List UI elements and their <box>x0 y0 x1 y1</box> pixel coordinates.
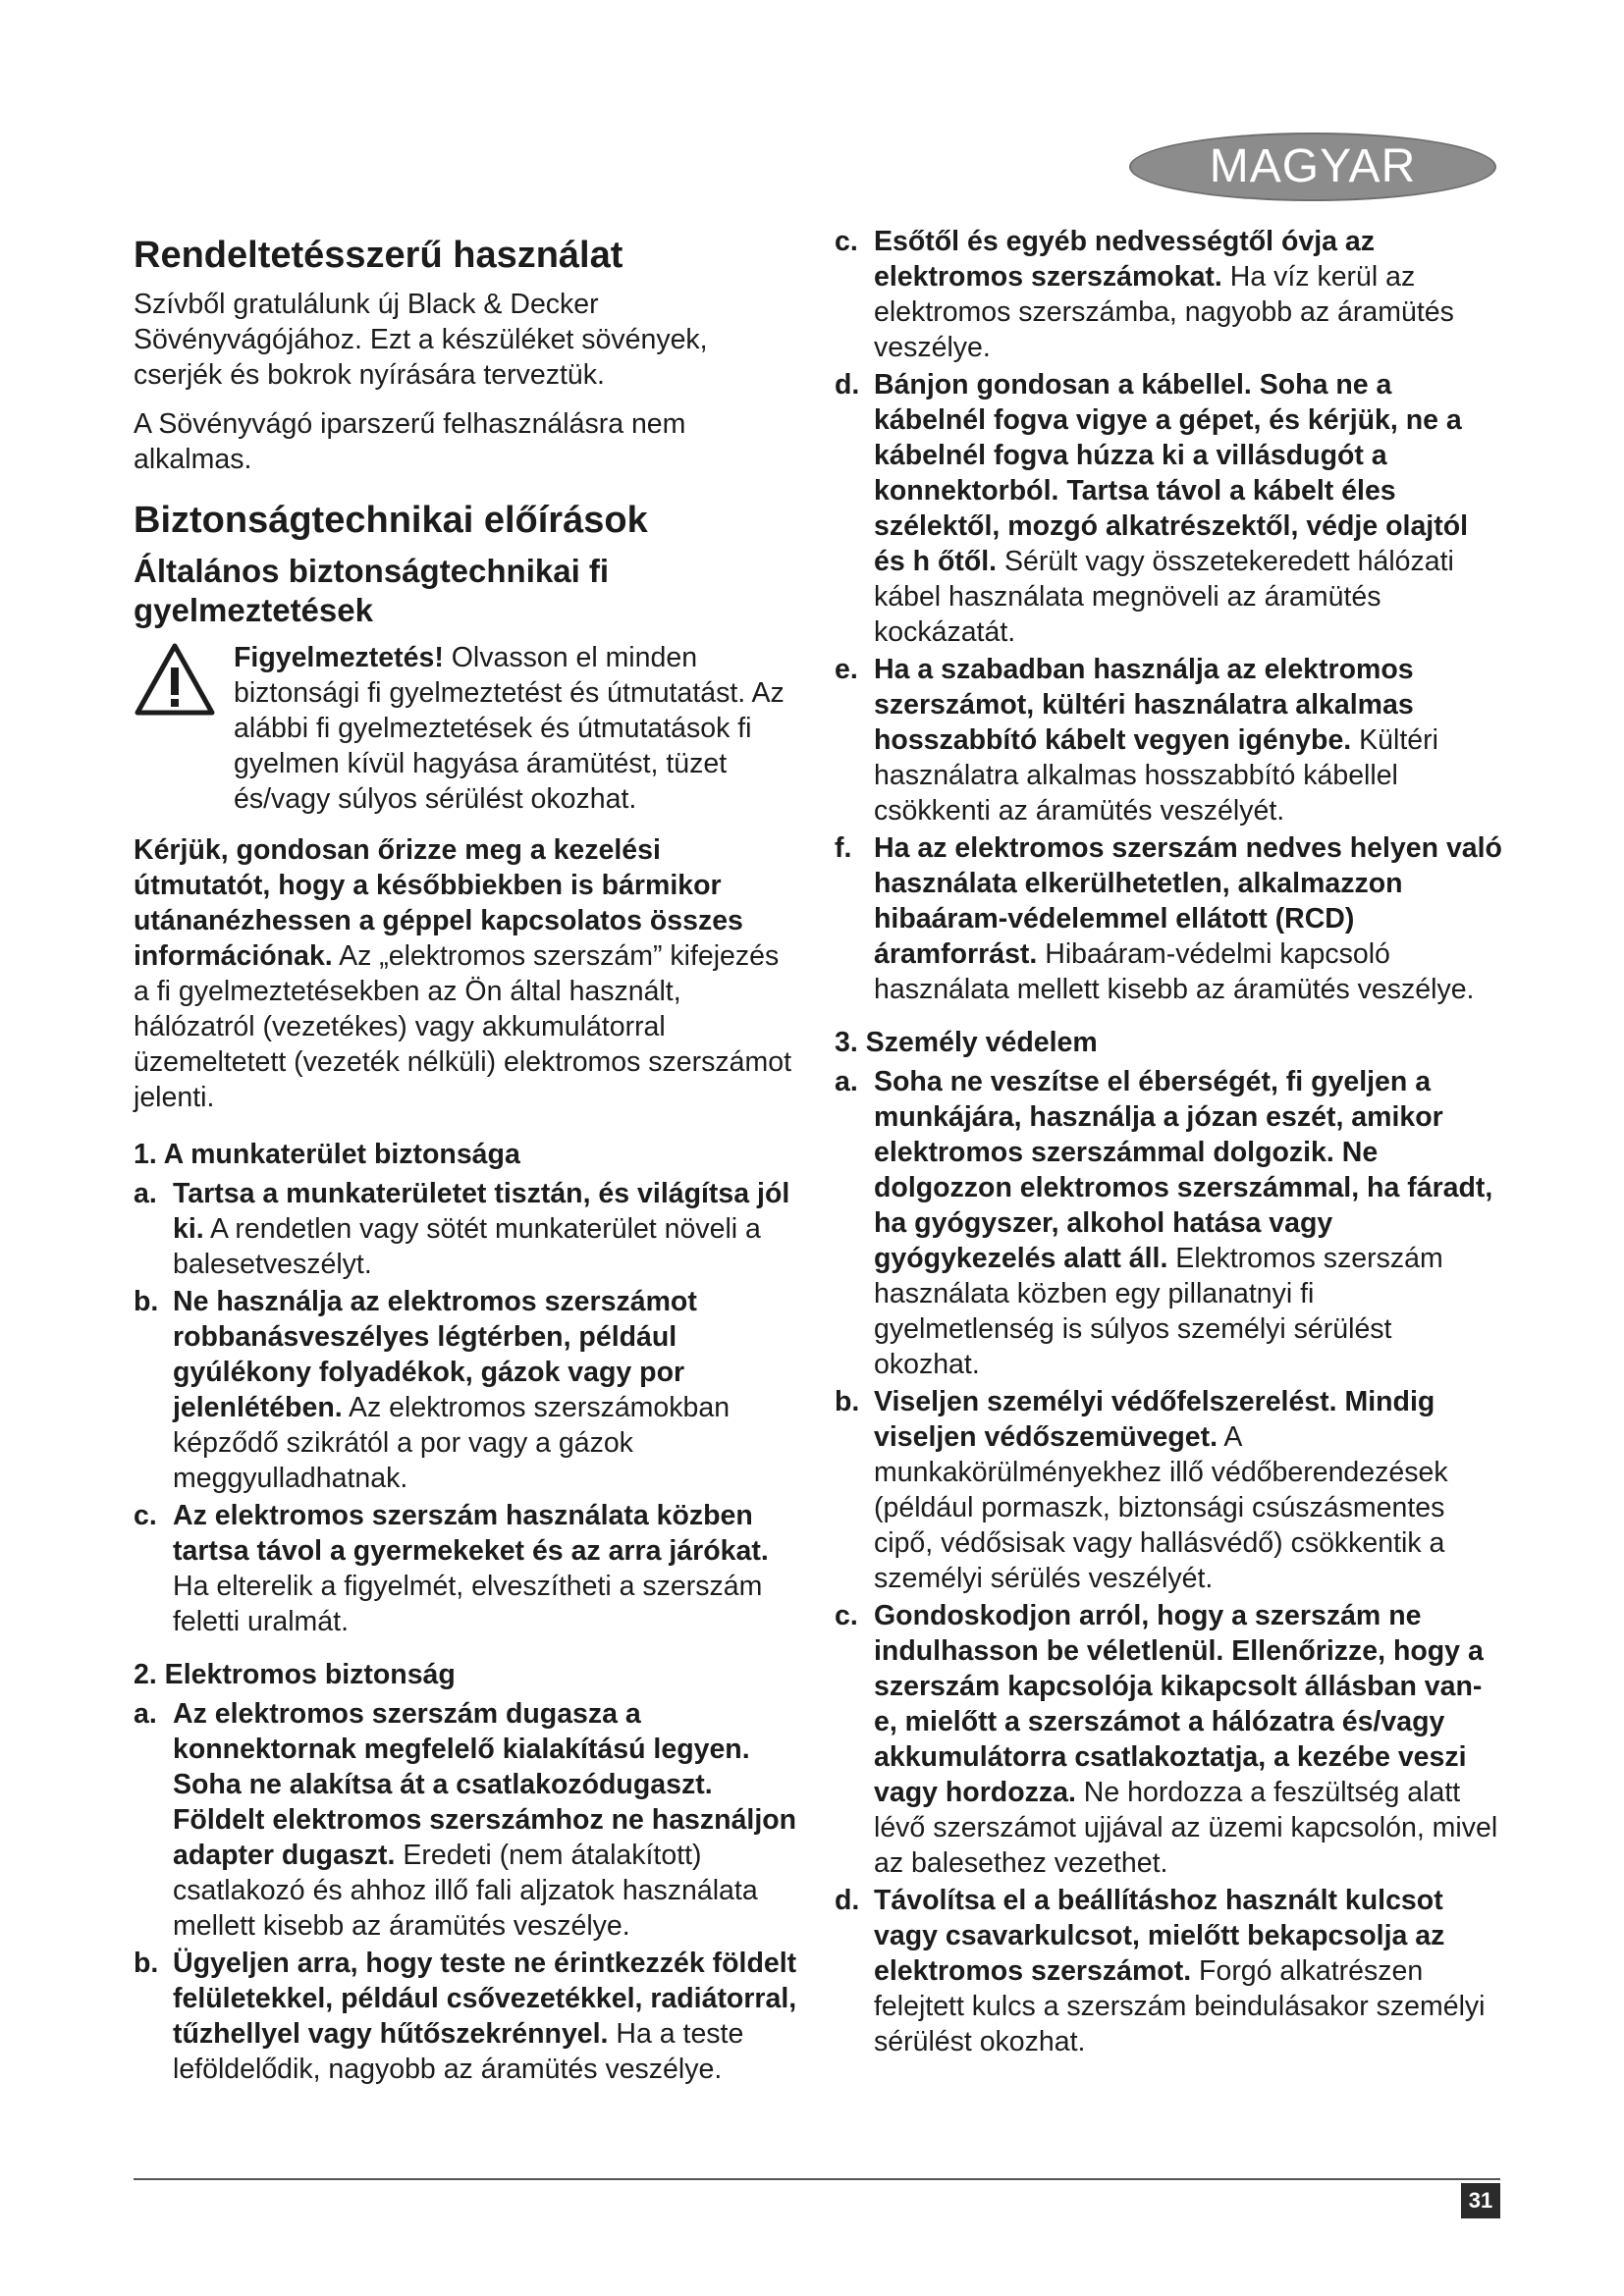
item-bold: Gondoskodjon arról, hogy a szerszám ne indulhasson be véletlenül. Ellenőrizze, hogy a szerszám kapcsolója kikapcsolt állásban van-e, mielőtt a szerszámot a hálózatra és/vagy akkumulátorra csatlakoztatja, a kezébe veszi vagy hordozza. <box>874 1600 1484 1808</box>
item-bold: Ügyeljen arra, hogy teste ne érintkezzék földelt felületekkel, például csővezetékkel, radiátorral, tűzhellyel vagy hűtőszekrénnyel. <box>173 1948 797 2050</box>
keep-manual-bold: Kérjük, gondosan őrizze meg a kezelési útmutatót, hogy a későbbiekben is bármikor utánanézhessen a géppel kapcsolatos összes információnak. <box>134 834 743 972</box>
section-2-item-d <box>835 367 1502 650</box>
item-bold: Az elektromos szerszám dugasza a konnektornak megfelelő kialakítású legyen. Soha ne alakítsa át a csatlakozódugaszt. Földelt elektromos szerszámhoz ne használjon adapter dugaszt. <box>173 1698 797 1871</box>
item-bold: Ha az elektromos szerszám nedves helyen való használata elkerülhetetlen, alkalmazzon hibaáram-védelemmel ellátott (RCD) áramforrást. <box>874 832 1502 970</box>
left-column <box>134 224 797 2089</box>
section-2-title: 2. Elektromos biztonság <box>134 1659 456 1690</box>
language-tab: MAGYAR <box>1129 133 1496 201</box>
item-label: c. <box>134 1500 157 1531</box>
item-text: Kültéri használatra alkalmas hosszabbító kábellel csökkenti az áramütés veszélyét. <box>874 724 1438 827</box>
item-bold: Ne használja az elektromos szerszámot robbanásveszélyes légtérben, például gyúlékony folyadékok, gázok vagy por jelenlétében. <box>173 1286 697 1423</box>
section-2-item-f <box>835 830 1502 1007</box>
keep-manual-text: Az „elektromos szerszám” kifejezés a fi gyelmeztetésekben az Ön által használt, hálózatról (vezetékes) vagy akkumulátorral üzemeltetett (vezeték nélküli) elektromos szerszámot jelenti. <box>134 940 792 1113</box>
section-1-item-b <box>134 1284 797 1496</box>
item-text: Hibaáram-védelmi kapcsoló használata mellett kisebb az áramütés veszélye. <box>874 938 1475 1005</box>
item-text: Ha víz kerül az elektromos szerszámba, nagyobb az áramütés veszélye. <box>874 261 1454 363</box>
item-text: Az elektromos szerszámokban képződő szikrától a por vagy a gázok meggyulladhatnak. <box>173 1392 731 1494</box>
item-bold: Soha ne veszítse el éberségét, fi gyeljen a munkájára, használja a józan eszét, amikor elektromos szerszámmal dolgozik. Ne dolgozzon elektromos szerszámmal, ha fáradt, ha gyógyszer, alkohol hatása vagy gyógykezelés alatt áll. <box>874 1066 1493 1274</box>
section-3-item-b <box>835 1384 1502 1596</box>
warning-body: Olvasson el minden biztonsági fi gyelmeztetést és útmutatást. Az alábbi fi gyelmeztetések és útmutatások fi gyelmen kívül hagyása áramütést, tüzet és/vagy súlyos sérülést okozhat. <box>234 642 785 815</box>
item-label: e. <box>835 654 858 685</box>
item-text: Ne hordozza a feszültség alatt lévő szerszámot ujjával az üzemi kapcsolón, mivel az balesethez vezethet. <box>874 1777 1498 1879</box>
item-label: d. <box>835 1885 860 1916</box>
warning-text <box>234 640 797 817</box>
intended-use-paragraph-1: Szívből gratulálunk új Black & Decker Sövényvágójához. Ezt a készüléket sövények, cserjék és bokrok nyírására terveztük. <box>134 289 708 391</box>
item-bold: Tartsa a munkaterületet tisztán, és világítsa jól ki. <box>173 1178 790 1245</box>
safety-title: Biztonságtechnikai előírások <box>134 500 648 541</box>
item-bold: Viseljen személyi védőfelszerelést. Mindig viseljen védőszemüveget. <box>874 1386 1435 1453</box>
section-1-item-c <box>134 1498 797 1639</box>
keep-manual-paragraph <box>134 832 797 1115</box>
section-1-item-a <box>134 1176 797 1282</box>
item-label: a. <box>134 1178 157 1209</box>
section-3-item-c <box>835 1598 1502 1881</box>
warning-triangle-icon <box>134 640 234 817</box>
item-bold: Bánjon gondosan a kábellel. Soha ne a kábelnél fogva vigye a gépet, és kérjük, ne a kábelnél fogva húzza ki a villásdugót a konnektorból. Tartsa távol a kábelt éles szélektől, mozgó alkatrészektől, védje olajtól és h őtől. <box>874 369 1469 577</box>
item-text: Forgó alkatrészen felejtett kulcs a szerszám beindulásakor személyi sérülést okozhat. <box>874 1955 1486 2057</box>
section-3-item-d <box>835 1883 1502 2059</box>
item-label: c. <box>835 226 858 257</box>
item-text: A rendetlen vagy sötét munkaterület növeli a balesetveszélyt. <box>173 1213 761 1280</box>
section-2-item-b <box>134 1946 797 2087</box>
intended-use-paragraph-2: A Sövényvágó iparszerű felhasználásra nem alkalmas. <box>134 408 686 475</box>
item-text: Ha elterelik a figyelmét, elveszítheti a szerszám feletti uralmát. <box>173 1571 763 1637</box>
item-bold: Távolítsa el a beállításhoz használt kulcsot vagy csavarkulcsot, mielőtt bekapcsolja az elektromos szerszámot. <box>874 1885 1445 1987</box>
safety-subtitle: Általános biztonságtechnikai fi gyelmeztetések <box>134 553 610 628</box>
section-2-item-c <box>835 224 1502 365</box>
item-text: Ha a teste leföldelődik, nagyobb az áramütés veszélye. <box>173 2018 744 2085</box>
section-2-item-e <box>835 652 1502 828</box>
item-bold: Ha a szabadban használja az elektromos szerszámot, kültéri használatra alkalmas hosszabbító kábelt vegyen igénybe. <box>874 654 1414 756</box>
item-bold: Az elektromos szerszám használata közben tartsa távol a gyermekeket és az arra járókat. <box>173 1500 769 1567</box>
section-2-item-a <box>134 1696 797 1944</box>
item-label: a. <box>134 1698 157 1730</box>
item-label: f. <box>835 832 852 864</box>
item-text: A munkakörülményekhez illő védőberendezések (például pormaszk, biztonsági csúszásmentes cipő, védősisak vagy hallásvédő) csökkentik a személyi sérülés veszélyét. <box>874 1421 1448 1594</box>
section-3-item-a <box>835 1064 1502 1382</box>
item-text: Eredeti (nem átalakított) csatlakozó és ahhoz illő fali aljzatok használata mellett kisebb az áramütés veszélye. <box>173 1840 758 1942</box>
section-3-title: 3. Személy védelem <box>835 1027 1098 1058</box>
item-label: d. <box>835 369 860 400</box>
item-bold: Esőtől és egyéb nedvességtől óvja az elektromos szerszámokat. <box>874 226 1376 293</box>
right-column <box>835 224 1502 2061</box>
item-text: Elektromos szerszám használata közben egy pillanatnyi fi gyelmetlenség is súlyos személyi sérülést okozhat. <box>874 1243 1443 1380</box>
warning-block <box>134 640 797 817</box>
item-label: c. <box>835 1600 858 1631</box>
item-label: a. <box>835 1066 858 1097</box>
item-label: b. <box>134 1286 159 1317</box>
item-label: b. <box>134 1948 159 1979</box>
footer-rule <box>134 2178 1500 2180</box>
page-number: 31 <box>1461 2183 1500 2218</box>
intended-use-title: Rendeltetésszerű használat <box>134 235 623 276</box>
item-label: b. <box>835 1386 860 1417</box>
item-text: Sérült vagy összetekeredett hálózati kábel használata megnöveli az áramütés kockázatát. <box>874 546 1454 648</box>
warning-label: Figyelmeztetés! <box>234 642 444 673</box>
section-1-title: 1. A munkaterület biztonsága <box>134 1139 520 1170</box>
